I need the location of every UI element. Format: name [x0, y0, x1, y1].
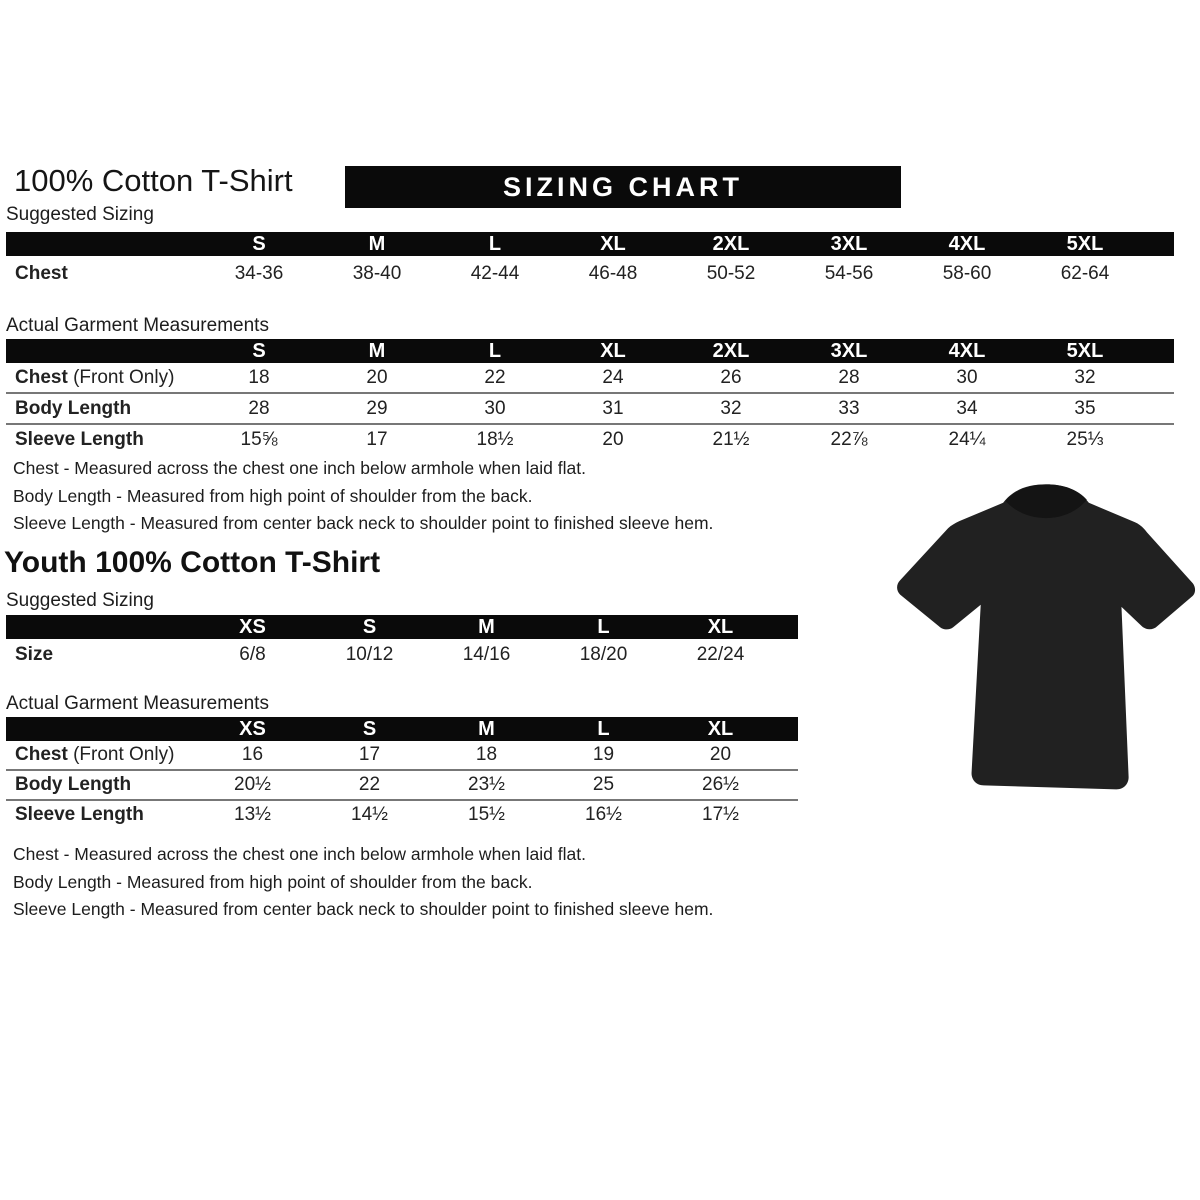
size-column-header: 5XL	[1066, 233, 1104, 255]
table-row	[6, 741, 798, 771]
note-line: Body Length - Measured from high point of shoulder from the back.	[13, 485, 533, 506]
measurement-value: 15½	[468, 804, 505, 825]
measurement-value: 24	[602, 366, 624, 388]
row-label-main: Size	[15, 644, 54, 665]
sizing-chart-banner	[345, 166, 901, 208]
table-row	[6, 425, 1174, 454]
measurement-value: 30	[956, 366, 978, 388]
measurement-value: 38-40	[352, 263, 402, 284]
size-column-header: 3XL	[830, 340, 868, 362]
size-column-header: XL	[707, 616, 734, 638]
measurement-value: 25⅓	[1066, 428, 1104, 450]
table-row	[6, 363, 1174, 394]
page-title: 100% Cotton T-Shirt	[14, 163, 293, 198]
table-header-row	[6, 717, 798, 741]
measurement-value: 14½	[351, 804, 388, 825]
size-column-header: XS	[239, 718, 266, 740]
measurement-value: 34	[956, 397, 978, 419]
size-column-header: S	[252, 340, 266, 362]
size-column-header: XL	[600, 233, 626, 255]
table-header-row	[6, 232, 1174, 256]
measurement-value: 34-36	[234, 263, 284, 284]
size-column-header: 5XL	[1066, 340, 1104, 362]
measurement-value: 32	[1074, 366, 1096, 388]
measurement-value: 16½	[585, 804, 622, 825]
table-header-corner	[6, 339, 200, 363]
row-label-main: Body Length	[15, 774, 132, 795]
size-column-header: 4XL	[948, 340, 986, 362]
row-label-main: Chest	[15, 744, 68, 765]
measurement-value: 16	[241, 744, 264, 765]
tshirt-illustration	[893, 480, 1199, 802]
table-row	[6, 639, 798, 671]
table-header-corner	[6, 717, 194, 741]
measurement-value: 21½	[712, 428, 750, 450]
measurement-value: 31	[602, 397, 624, 419]
measurement-value: 28	[838, 366, 860, 388]
measurement-value: 28	[248, 397, 270, 419]
measurement-value: 29	[366, 397, 388, 419]
table-header-corner	[6, 232, 200, 256]
measurement-value: 22	[358, 774, 381, 795]
table-header-row	[6, 339, 1174, 363]
size-column-header: 2XL	[712, 340, 750, 362]
row-label	[6, 644, 194, 666]
measurement-value: 13½	[234, 804, 271, 825]
size-column-header: S	[362, 718, 377, 740]
note-line: Chest - Measured across the chest one inch below armhole when laid flat.	[13, 844, 586, 864]
youth-suggested-sizing-label: Suggested Sizing	[6, 590, 154, 611]
measurement-value: 54-56	[824, 263, 874, 284]
adult-suggested-sizing-label: Suggested Sizing	[6, 204, 154, 225]
table-header-corner	[6, 615, 194, 639]
measurement-value: 42-44	[470, 263, 520, 284]
size-column-header: L	[488, 233, 502, 255]
measurement-value: 22⅞	[830, 428, 868, 450]
row-label-main: Chest	[15, 366, 68, 388]
size-column-header: 4XL	[948, 233, 986, 255]
note-line: Chest - Measured across the chest one inch below armhole when laid flat.	[13, 458, 586, 478]
sizing-chart-banner-label: SIZING CHART	[503, 171, 743, 202]
measurement-value: 14/16	[462, 644, 511, 665]
size-column-header: L	[597, 616, 610, 638]
table-row	[6, 771, 798, 801]
table-row	[6, 801, 798, 829]
size-column-header: L	[488, 340, 502, 362]
measurement-value: 20	[366, 366, 388, 388]
measurement-value: 46-48	[588, 263, 638, 284]
size-column-header: M	[368, 340, 386, 362]
measurement-value: 17	[358, 744, 381, 765]
adult-actual-measurements-label: Actual Garment Measurements	[6, 315, 269, 336]
row-label	[6, 774, 194, 796]
measurement-value: 50-52	[706, 263, 756, 284]
measurement-value: 32	[720, 397, 742, 419]
row-label-detail: (Front Only)	[67, 366, 175, 388]
row-label	[6, 398, 200, 420]
table-row	[6, 256, 1174, 292]
measurement-value: 20	[709, 744, 732, 765]
measurement-value: 22/24	[696, 644, 745, 665]
measurement-value: 30	[484, 397, 506, 419]
size-column-header: S	[252, 233, 266, 255]
measurement-value: 18	[248, 366, 270, 388]
row-label	[6, 429, 200, 451]
size-column-header: 2XL	[712, 233, 750, 255]
measurement-value: 24¼	[948, 428, 986, 450]
size-column-header: S	[362, 616, 377, 638]
measurement-value: 18½	[476, 428, 514, 450]
measurement-value: 26	[720, 366, 742, 388]
note-line: Sleeve Length - Measured from center back neck to shoulder point to finished sleeve hem.	[13, 899, 714, 920]
note-line: Sleeve Length - Measured from center back neck to shoulder point to finished sleeve hem.	[13, 513, 714, 534]
table-row	[6, 394, 1174, 425]
row-label	[6, 367, 200, 389]
row-label-main: Body Length	[15, 397, 132, 419]
adult-measurement-notes	[13, 455, 713, 538]
measurement-value: 58-60	[942, 263, 992, 284]
row-label-main: Sleeve Length	[15, 804, 144, 825]
size-column-header: XL	[600, 340, 626, 362]
row-label	[6, 804, 194, 826]
measurement-value: 18	[475, 744, 498, 765]
row-label-detail: (Front Only)	[67, 744, 175, 765]
size-column-header: M	[478, 718, 495, 740]
adult-suggested-sizing-table	[6, 232, 1174, 292]
adult-actual-measurements-table	[6, 339, 1174, 454]
measurement-value: 19	[592, 744, 615, 765]
row-label	[6, 263, 200, 285]
measurement-value: 17½	[702, 804, 739, 825]
note-line: Body Length - Measured from high point of shoulder from the back.	[13, 871, 533, 892]
measurement-value: 25	[592, 774, 615, 795]
measurement-value: 20	[602, 428, 624, 450]
measurement-value: 6/8	[239, 644, 266, 665]
youth-actual-measurements-table	[6, 717, 798, 829]
measurement-value: 15⅝	[240, 428, 278, 450]
tshirt-product-image	[893, 480, 1199, 802]
row-label-main: Chest	[15, 263, 68, 284]
size-column-header: 3XL	[830, 233, 868, 255]
size-column-header: L	[597, 718, 610, 740]
table-header-row	[6, 615, 798, 639]
youth-suggested-sizing-table	[6, 615, 798, 671]
measurement-value: 62-64	[1060, 263, 1110, 284]
measurement-value: 23½	[468, 774, 505, 795]
measurement-value: 26½	[702, 774, 739, 795]
measurement-value: 18/20	[579, 644, 628, 665]
row-label	[6, 744, 194, 766]
size-column-header: XL	[707, 718, 734, 740]
youth-measurement-notes	[13, 841, 713, 924]
size-column-header: XS	[239, 616, 266, 638]
measurement-value: 35	[1074, 397, 1096, 419]
row-label-main: Sleeve Length	[15, 428, 144, 450]
size-column-header: M	[368, 233, 386, 255]
youth-actual-measurements-label: Actual Garment Measurements	[6, 693, 269, 714]
measurement-value: 10/12	[345, 644, 394, 665]
measurement-value: 33	[838, 397, 860, 419]
size-column-header: M	[478, 616, 495, 638]
measurement-value: 17	[366, 428, 388, 450]
measurement-value: 22	[484, 366, 506, 388]
youth-section-title: Youth 100% Cotton T-Shirt	[4, 546, 381, 579]
measurement-value: 20½	[234, 774, 271, 795]
